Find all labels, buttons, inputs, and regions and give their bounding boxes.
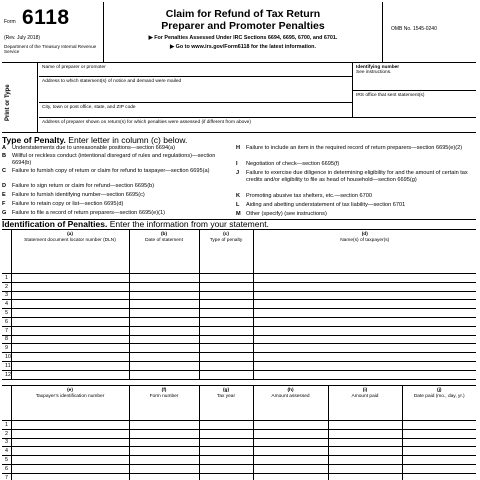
table-cell-input[interactable]: [199, 456, 253, 465]
table-cell-input[interactable]: [199, 353, 253, 362]
table-cell-input[interactable]: [129, 438, 199, 447]
identifying-number-field[interactable]: [352, 63, 476, 91]
table-cell-input[interactable]: [11, 421, 129, 430]
penalties-table-part2: [2, 385, 476, 480]
penalties-table-part1: [2, 229, 476, 380]
form-number: 6118: [22, 6, 70, 29]
table-cell-input[interactable]: [11, 353, 129, 362]
row-number: 3: [2, 438, 11, 447]
table-cell-input[interactable]: [253, 370, 476, 379]
table-cell-input[interactable]: [328, 438, 402, 447]
table-cell-input[interactable]: [253, 473, 328, 480]
table-cell-input[interactable]: [199, 317, 253, 326]
table-cell-input[interactable]: [328, 421, 402, 430]
row-number: 10: [2, 353, 11, 362]
table-cell-input[interactable]: [253, 317, 476, 326]
preparer-name-label: Name of preparer or promoter: [42, 65, 106, 70]
table-cell-input[interactable]: [11, 282, 129, 291]
table-cell-input[interactable]: [199, 326, 253, 335]
identifying-number-note: See instructions.: [356, 70, 392, 75]
table-row: [2, 361, 476, 370]
returns-address-field[interactable]: [39, 118, 476, 133]
row-number: 4: [2, 447, 11, 456]
row-number-header: [2, 386, 11, 421]
penalty-option-b: B Willful or reckless conduct (intentional disregard of rules and regulations)—section 6694(b): [2, 153, 216, 167]
table-cell-input[interactable]: [253, 456, 328, 465]
table-row: [2, 353, 476, 362]
table-cell-input[interactable]: [253, 309, 476, 318]
form-header: [2, 2, 476, 63]
table-cell-input[interactable]: [129, 370, 199, 379]
table-cell-input[interactable]: [253, 353, 476, 362]
table-row: [2, 456, 476, 465]
table-cell-input[interactable]: [129, 473, 199, 480]
table-cell-input[interactable]: [253, 429, 328, 438]
table-cell-input[interactable]: [402, 421, 476, 430]
table-row: [2, 317, 476, 326]
department: Department of the Treasury Internal Revenue Service: [4, 44, 97, 54]
table-cell-input[interactable]: [129, 309, 199, 318]
table-cell-input[interactable]: [11, 326, 129, 335]
row-number: 7: [2, 473, 11, 480]
table-cell-input[interactable]: [199, 370, 253, 379]
table-cell-input[interactable]: [402, 447, 476, 456]
form-subtitle-sections: ▶ For Penalties Assessed Under IRC Sections 6694, 6695, 6700, and 6701.: [148, 35, 338, 41]
table-cell-input[interactable]: [11, 274, 129, 283]
omb-number: OMB No. 1545-0240: [391, 26, 437, 32]
table-cell-input[interactable]: [199, 335, 253, 344]
row-number: 3: [2, 291, 11, 300]
form-id-box: [2, 2, 104, 63]
table-cell-input[interactable]: [199, 282, 253, 291]
form-title-line2: Preparer and Promoter Penalties: [161, 20, 325, 32]
row-number: 7: [2, 326, 11, 335]
identification-block: [2, 63, 476, 133]
table-cell-input[interactable]: [199, 291, 253, 300]
amount-assessed-column-header: (h) Amount assessed: [253, 386, 328, 421]
table-cell-input[interactable]: [11, 335, 129, 344]
table-cell-input[interactable]: [199, 473, 253, 480]
print-or-type-label: Print or Type: [5, 84, 11, 121]
revision-date: (Rev. July 2018): [4, 35, 41, 41]
city-state-zip-label: City, town or post office, state, and ZIP code: [42, 105, 136, 110]
amount-paid-column-header: (i) Amount paid: [328, 386, 402, 421]
table-cell-input[interactable]: [11, 473, 129, 480]
taxpayer-names-column-header: (d) Name(s) of taxpayer(s): [253, 230, 476, 274]
penalty-option-f: F Failure to retain copy or list—section 6695(d): [2, 201, 124, 207]
table-cell-input[interactable]: [129, 429, 199, 438]
identification-of-penalties-heading: Identification of Penalties. Enter the information from your statement.: [2, 219, 269, 229]
penalty-option-j: J Failure to exercise due diligence in determining eligibility for and the amount of certain tax credits and/or eligibility to file as head of household—section 6695(g): [236, 170, 468, 184]
table-row: [2, 473, 476, 480]
table-cell-input[interactable]: [402, 429, 476, 438]
table-cell-input[interactable]: [129, 447, 199, 456]
row-number: 2: [2, 282, 11, 291]
table-cell-input[interactable]: [129, 456, 199, 465]
statement-date-column-header: (b) Date of statement: [129, 230, 199, 274]
table-cell-input[interactable]: [11, 456, 129, 465]
table-row: [2, 335, 476, 344]
row-number: 4: [2, 300, 11, 309]
table-cell-input[interactable]: [11, 370, 129, 379]
table-cell-input[interactable]: [129, 344, 199, 353]
table-cell-input[interactable]: [199, 344, 253, 353]
table-cell-input[interactable]: [129, 282, 199, 291]
identifying-number-label: Identifying number: [356, 65, 400, 70]
penalty-option-k: K Promoting abusive tax shelters, etc.—section 6700: [236, 193, 372, 199]
row-number: 5: [2, 309, 11, 318]
penalty-option-a: A Understatements due to unreasonable positions—section 6694(a): [2, 145, 175, 151]
table-cell-input[interactable]: [253, 361, 476, 370]
table-cell-input[interactable]: [11, 464, 129, 473]
table-cell-input[interactable]: [11, 429, 129, 438]
table-cell-input[interactable]: [129, 300, 199, 309]
row-number: 8: [2, 335, 11, 344]
penalty-option-m: M Other (specify) (see instructions): [236, 211, 327, 217]
penalty-option-d: D Failure to sign return or claim for refund—section 6695(b): [2, 183, 155, 189]
row-number-header: [2, 230, 11, 274]
table-cell-input[interactable]: [11, 438, 129, 447]
table-row: [2, 447, 476, 456]
table-cell-input[interactable]: [11, 361, 129, 370]
table-cell-input[interactable]: [402, 456, 476, 465]
table-cell-input[interactable]: [199, 438, 253, 447]
table-cell-input[interactable]: [129, 421, 199, 430]
form-title-line1: Claim for Refund of Tax Return: [165, 8, 321, 20]
table-row: [2, 326, 476, 335]
table-cell-input[interactable]: [253, 274, 476, 283]
row-number: 11: [2, 361, 11, 370]
table-cell-input[interactable]: [11, 300, 129, 309]
table-row: [2, 438, 476, 447]
table-cell-input[interactable]: [11, 291, 129, 300]
city-state-zip-field[interactable]: [39, 103, 352, 118]
table-row: [2, 300, 476, 309]
table-cell-input[interactable]: [11, 317, 129, 326]
penalty-option-g: G Failure to file a record of return preparers—section 6695(e)(1): [2, 210, 165, 216]
table-cell-input[interactable]: [253, 447, 328, 456]
table-cell-input[interactable]: [199, 274, 253, 283]
penalty-option-e: E Failure to furnish identifying number—section 6695(c): [2, 192, 145, 198]
table-cell-input[interactable]: [253, 291, 476, 300]
row-number: 12: [2, 370, 11, 379]
penalty-option-l: L Aiding and abetting understatement of tax liability—section 6701: [236, 202, 406, 208]
table-row: [2, 291, 476, 300]
penalty-option-i: I Negotiation of check—section 6695(f): [236, 161, 340, 167]
table-cell-input[interactable]: [199, 309, 253, 318]
table-cell-input[interactable]: [199, 447, 253, 456]
table-cell-input[interactable]: [253, 344, 476, 353]
table-row: [2, 274, 476, 283]
table-cell-input[interactable]: [328, 429, 402, 438]
row-number: 9: [2, 344, 11, 353]
dln-column-header: (a) Statement document locator number (DLN): [11, 230, 129, 274]
table-cell-input[interactable]: [328, 447, 402, 456]
form-label: Form: [4, 19, 16, 25]
form-subtitle-url: ▶ Go to www.irs.gov/Form6118 for the latest information.: [170, 44, 316, 50]
row-number: 5: [2, 456, 11, 465]
table-cell-input[interactable]: [253, 282, 476, 291]
irs-office-label: IRS office that sent statement(s): [356, 93, 425, 98]
table-cell-input[interactable]: [129, 317, 199, 326]
table-cell-input[interactable]: [11, 309, 129, 318]
table-cell-input[interactable]: [253, 335, 476, 344]
form-title-box: [105, 2, 381, 63]
table-cell-input[interactable]: [11, 447, 129, 456]
table-cell-input[interactable]: [11, 344, 129, 353]
table-row: [2, 429, 476, 438]
table-row: [2, 421, 476, 430]
returns-address-label: Address of preparer shown on return(s) for which penalties were assessed (if different from above): [42, 120, 251, 125]
table-cell-input[interactable]: [129, 353, 199, 362]
penalty-option-c: C Failure to furnish copy of return or claim for refund to taxpayer—section 6695(a): [2, 168, 210, 174]
table-row: [2, 282, 476, 291]
tax-year-column-header: (g) Tax year: [199, 386, 253, 421]
row-number: 1: [2, 274, 11, 283]
table-row: [2, 344, 476, 353]
omb-box: [382, 2, 476, 63]
row-number: 6: [2, 317, 11, 326]
table-cell-input[interactable]: [328, 464, 402, 473]
penalty-option-h: H Failure to include an item in the required record of return preparers—section 6695(e)(2): [236, 145, 463, 151]
table-cell-input[interactable]: [402, 464, 476, 473]
row-number: 2: [2, 429, 11, 438]
table-cell-input[interactable]: [129, 291, 199, 300]
table-cell-input[interactable]: [328, 456, 402, 465]
table-cell-input[interactable]: [129, 274, 199, 283]
table-cell-input[interactable]: [199, 361, 253, 370]
table-cell-input[interactable]: [253, 438, 328, 447]
row-number: 1: [2, 421, 11, 430]
table-cell-input[interactable]: [253, 464, 328, 473]
table-cell-input[interactable]: [402, 438, 476, 447]
table-cell-input[interactable]: [129, 326, 199, 335]
table-cell-input[interactable]: [199, 300, 253, 309]
irs-office-field[interactable]: [352, 91, 476, 118]
table-row: [2, 464, 476, 473]
table-cell-input[interactable]: [253, 326, 476, 335]
table-cell-input[interactable]: [199, 421, 253, 430]
table-cell-input[interactable]: [129, 361, 199, 370]
table-cell-input[interactable]: [328, 473, 402, 480]
table-cell-input[interactable]: [253, 300, 476, 309]
form-number-column-header: (f) Form number: [129, 386, 199, 421]
preparer-name-field[interactable]: [39, 63, 352, 77]
row-number: 6: [2, 464, 11, 473]
type-of-penalty-heading: Type of Penalty. Enter letter in column (c) below.: [2, 135, 188, 145]
print-or-type-column: [2, 63, 38, 133]
mailing-address-field[interactable]: [39, 77, 352, 103]
table-cell-input[interactable]: [402, 473, 476, 480]
table-cell-input[interactable]: [129, 335, 199, 344]
table-cell-input[interactable]: [199, 429, 253, 438]
penalty-type-column-header: (c) Type of penalty: [199, 230, 253, 274]
table-row: [2, 370, 476, 379]
table-cell-input[interactable]: [199, 464, 253, 473]
mailing-address-label: Address to which statement(s) of notice and demand were mailed: [42, 79, 182, 84]
date-paid-column-header: (j) Date paid (mo., day, yr.): [402, 386, 476, 421]
table-cell-input[interactable]: [129, 464, 199, 473]
taxpayer-id-column-header: (e) Taxpayer’s identification number: [11, 386, 129, 421]
table-row: [2, 309, 476, 318]
table-cell-input[interactable]: [253, 421, 328, 430]
